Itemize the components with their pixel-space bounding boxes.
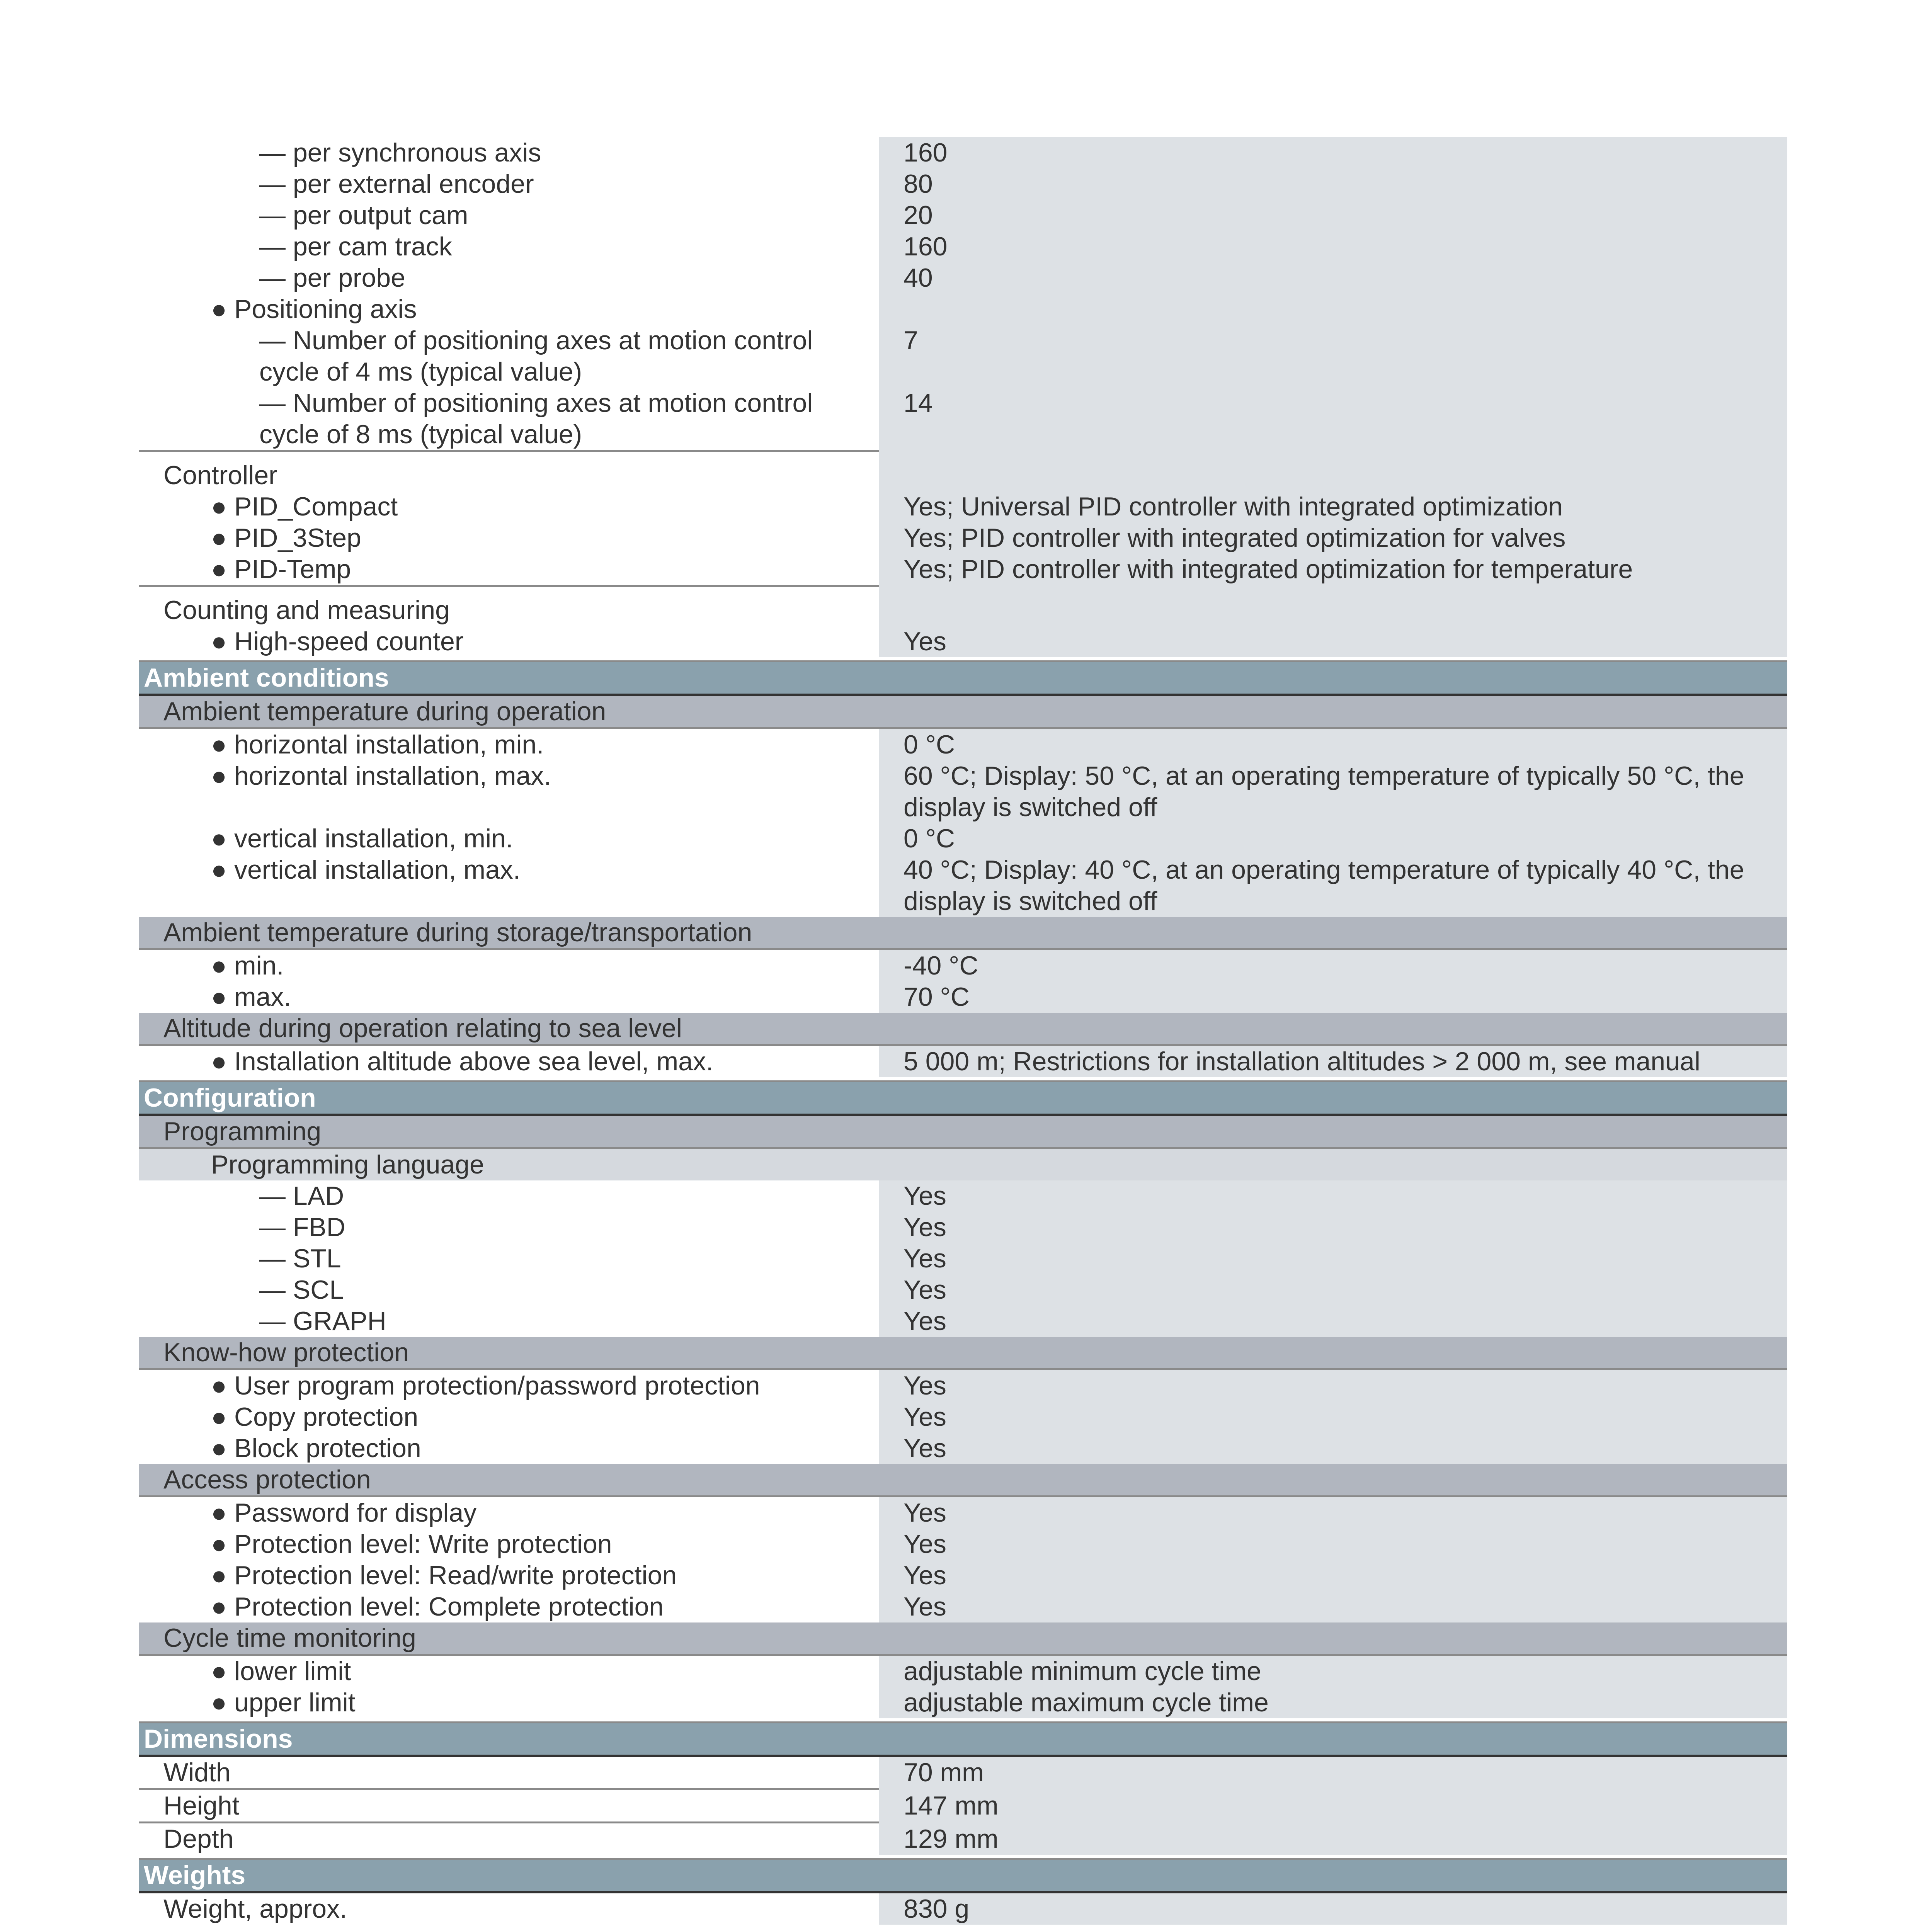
spec-label: ● Protection level: Read/write protection	[211, 1561, 677, 1590]
spec-row	[139, 1212, 1787, 1243]
group-header	[139, 1013, 1787, 1046]
spec-label: Width	[139, 1757, 879, 1790]
spec-value: 70 °C	[879, 981, 1787, 1013]
spec-value: 7	[879, 325, 1787, 388]
spec-row	[139, 1687, 1787, 1718]
spec-label: ● Password for display	[211, 1498, 477, 1527]
group-title: Programming	[163, 1117, 322, 1146]
spec-value: 147 mm	[879, 1790, 1787, 1823]
section-title: Weights	[144, 1861, 246, 1890]
spec-value: Yes; Universal PID controller with integrated optimization	[879, 491, 1787, 522]
spec-value: 14	[879, 388, 1787, 452]
spec-value: Yes	[879, 1433, 1787, 1464]
group-header	[139, 1337, 1787, 1370]
spec-row	[139, 1529, 1787, 1560]
spec-label: ● upper limit	[211, 1688, 356, 1717]
spec-row	[139, 554, 1787, 587]
group-title: Ambient temperature during storage/transportation	[163, 918, 752, 947]
group-title: Know-how protection	[163, 1338, 409, 1367]
spec-value: Yes	[879, 1212, 1787, 1243]
spec-row	[139, 294, 1787, 325]
section-header	[139, 1080, 1787, 1116]
group-header	[139, 1116, 1787, 1149]
spec-label: — SCL	[259, 1275, 344, 1304]
spec-row	[139, 1046, 1787, 1077]
spec-label: ● Block protection	[211, 1434, 421, 1463]
spec-label: — FBD	[259, 1213, 345, 1242]
spec-value: Yes	[879, 626, 1787, 657]
spec-row	[139, 854, 1787, 917]
spec-value: Yes	[879, 1370, 1787, 1401]
spec-row	[139, 1433, 1787, 1464]
spec-row	[139, 452, 1787, 491]
spec-row	[139, 231, 1787, 262]
spec-value: 40 °C; Display: 40 °C, at an operating temperature of typically 40 °C, the display is switched off	[879, 854, 1787, 917]
spec-label: — per output cam	[259, 201, 468, 230]
spec-value: 40	[879, 262, 1787, 294]
spec-label: Counting and measuring	[163, 595, 450, 625]
spec-row	[139, 760, 1787, 823]
spec-label: Weight, approx.	[163, 1894, 347, 1923]
spec-label: ● horizontal installation, max.	[211, 761, 551, 791]
spec-row	[139, 137, 1787, 168]
spec-value: Yes; PID controller with integrated optimization for valves	[879, 522, 1787, 554]
spec-label: ● PID-Temp	[139, 554, 879, 587]
section-header	[139, 660, 1787, 696]
spec-label: ● Copy protection	[211, 1402, 419, 1432]
spec-label: ● horizontal installation, min.	[211, 730, 544, 759]
spec-value: -40 °C	[879, 950, 1787, 981]
spec-label: ● High-speed counter	[211, 627, 464, 656]
spec-label: Height	[139, 1790, 879, 1823]
spec-label: — LAD	[259, 1181, 344, 1211]
spec-label: ● Installation altitude above sea level, max.	[211, 1047, 713, 1076]
spec-value: Yes	[879, 1306, 1787, 1337]
spec-value: 160	[879, 137, 1787, 168]
spec-value: Yes	[879, 1180, 1787, 1212]
spec-value: 0 °C	[879, 823, 1787, 854]
spec-label: ● PID_3Step	[211, 523, 361, 553]
spec-value: Yes	[879, 1560, 1787, 1591]
spec-row	[139, 1401, 1787, 1433]
spec-row	[139, 1180, 1787, 1212]
spec-row	[139, 950, 1787, 981]
spec-row	[139, 1370, 1787, 1401]
spec-value: 830 g	[879, 1893, 1787, 1925]
spec-table	[139, 137, 1787, 1925]
group-title: Access protection	[163, 1465, 371, 1494]
spec-label: — GRAPH	[259, 1306, 386, 1336]
spec-label: ● PID_Compact	[211, 492, 398, 521]
spec-row	[139, 981, 1787, 1013]
group-header	[139, 1622, 1787, 1656]
section-header	[139, 1721, 1787, 1757]
spec-value: 160	[879, 231, 1787, 262]
spec-row	[139, 1823, 1787, 1855]
spec-label: — per probe	[259, 263, 405, 293]
spec-label: Depth	[163, 1824, 234, 1854]
spec-label: ● User program protection/password protection	[211, 1371, 760, 1400]
spec-row	[139, 823, 1787, 854]
section-header	[139, 1858, 1787, 1893]
spec-label: — per external encoder	[259, 169, 534, 199]
spec-row	[139, 522, 1787, 554]
spec-label: Controller	[163, 461, 277, 490]
spec-label: ● vertical installation, max.	[211, 855, 521, 884]
spec-row	[139, 1893, 1787, 1925]
spec-value: Yes; PID controller with integrated optimization for temperature	[879, 554, 1787, 587]
spec-value: Yes	[879, 1497, 1787, 1529]
spec-label: — Number of positioning axes at motion control cycle of 4 ms (typical value)	[259, 326, 813, 386]
spec-row	[139, 491, 1787, 522]
group-header	[139, 696, 1787, 729]
spec-row	[139, 262, 1787, 294]
subgroup-title: Programming language	[211, 1150, 484, 1179]
spec-label: ● Protection level: Complete protection	[211, 1592, 664, 1621]
spec-row	[139, 587, 1787, 626]
spec-row	[139, 168, 1787, 200]
spec-row	[139, 1591, 1787, 1622]
group-header	[139, 1464, 1787, 1497]
group-title: Altitude during operation relating to sea level	[163, 1014, 682, 1043]
spec-row	[139, 1306, 1787, 1337]
group-title: Ambient temperature during operation	[163, 697, 606, 726]
spec-value: Yes	[879, 1591, 1787, 1622]
spec-row	[139, 1243, 1787, 1274]
spec-value: 0 °C	[879, 729, 1787, 760]
spec-value: 129 mm	[879, 1823, 1787, 1855]
spec-value: Yes	[879, 1274, 1787, 1306]
spec-row	[139, 1560, 1787, 1591]
spec-label: — per synchronous axis	[259, 138, 541, 167]
spec-row	[139, 1656, 1787, 1687]
section-title: Configuration	[144, 1083, 316, 1112]
spec-value: Yes	[879, 1401, 1787, 1433]
spec-value: Yes	[879, 1529, 1787, 1560]
spec-label: ● vertical installation, min.	[211, 824, 513, 853]
spec-row	[139, 1274, 1787, 1306]
section-title: Dimensions	[144, 1724, 293, 1753]
spec-value: 5 000 m; Restrictions for installation altitudes > 2 000 m, see manual	[879, 1046, 1787, 1077]
spec-row	[139, 1790, 1787, 1823]
spec-value: 70 mm	[879, 1757, 1787, 1790]
spec-label: — Number of positioning axes at motion control cycle of 8 ms (typical value)	[139, 388, 879, 452]
spec-row	[139, 200, 1787, 231]
spec-label: ● lower limit	[211, 1656, 351, 1686]
spec-label: ● Protection level: Write protection	[211, 1529, 612, 1559]
spec-value	[879, 294, 1787, 325]
spec-label: — STL	[259, 1244, 341, 1273]
spec-row	[139, 388, 1787, 452]
spec-label: — per cam track	[259, 232, 452, 261]
spec-row	[139, 325, 1787, 388]
spec-value: Yes	[879, 1243, 1787, 1274]
spec-label: ● min.	[211, 951, 284, 980]
spec-value: 20	[879, 200, 1787, 231]
section-title: Ambient conditions	[144, 663, 389, 692]
spec-row	[139, 729, 1787, 760]
spec-value: adjustable minimum cycle time	[879, 1656, 1787, 1687]
spec-row	[139, 626, 1787, 657]
spec-value: 60 °C; Display: 50 °C, at an operating temperature of typically 50 °C, the display is switched off	[879, 760, 1787, 823]
spec-label: ● max.	[211, 982, 291, 1012]
spec-value: adjustable maximum cycle time	[879, 1687, 1787, 1718]
spec-value	[879, 587, 1787, 626]
subgroup-header	[139, 1149, 1787, 1180]
spec-row	[139, 1757, 1787, 1790]
group-title: Cycle time monitoring	[163, 1623, 416, 1653]
spec-label: ● Positioning axis	[211, 294, 417, 324]
group-header	[139, 917, 1787, 950]
spec-row	[139, 1497, 1787, 1529]
spec-value: 80	[879, 168, 1787, 200]
spec-value	[879, 452, 1787, 491]
